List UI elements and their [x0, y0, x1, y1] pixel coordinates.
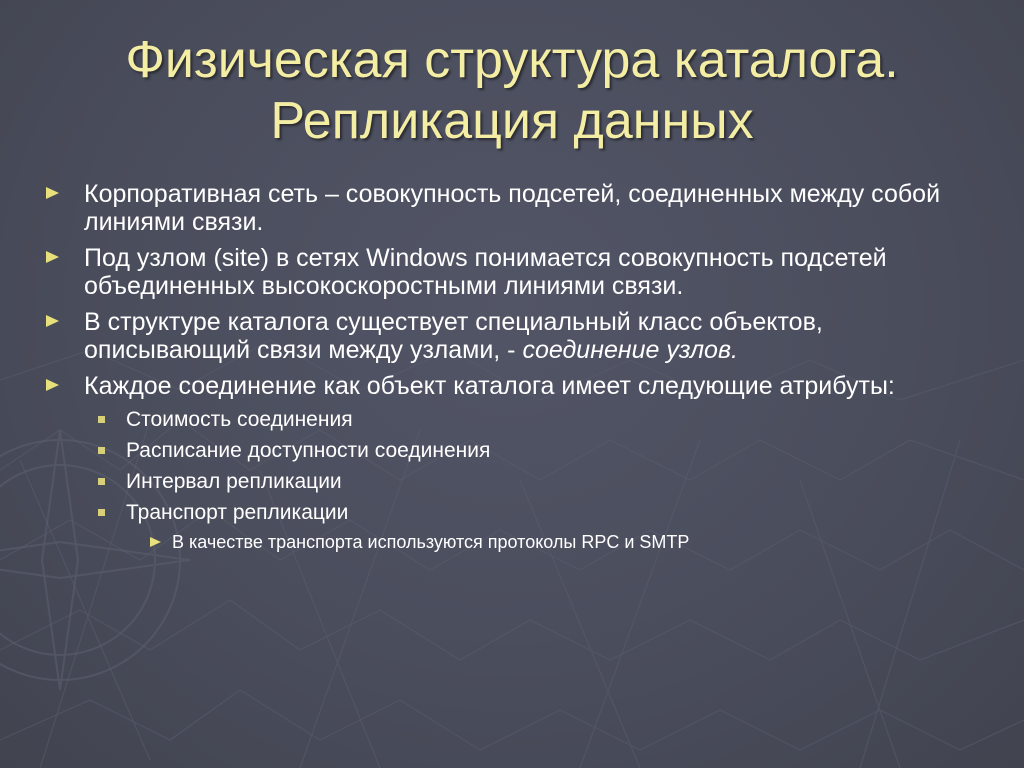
- square-bullet-icon: [98, 509, 105, 516]
- bullet-list: [46, 180, 986, 554]
- sub-bullet-text: Расписание доступности соединения: [126, 439, 491, 462]
- triangle-bullet-icon: [46, 379, 59, 391]
- square-bullet-icon: [98, 416, 105, 423]
- sub-bullet-text: Транспорт репликации: [126, 501, 349, 524]
- bullet-item: [46, 180, 986, 236]
- bullet-emphasis: соединение узлов.: [522, 336, 738, 364]
- triangle-bullet-icon: [46, 187, 59, 199]
- bullet-text: Корпоративная сеть – совокупность подсетей, соединенных между собой линиями связи.: [84, 180, 941, 236]
- title-line-2: Репликация данных: [270, 92, 754, 150]
- sub-sub-bullet-item: [46, 530, 986, 554]
- triangle-bullet-icon: [150, 537, 161, 547]
- sub-bullet-item: [46, 499, 986, 526]
- sub-sub-bullet-text: В качестве транспорта используются протоколы RPC и SMTP: [172, 532, 690, 552]
- bullet-text: В структуре каталога существует специальный класс объектов, описывающий связи между узлами, -: [84, 308, 823, 364]
- bullet-text: Под узлом (site) в сетях Windows понимается совокупность подсетей объединенных высокоскоростными линиями связи.: [84, 244, 887, 300]
- sub-bullet-text: Интервал репликации: [126, 470, 342, 493]
- sub-bullet-item: [46, 437, 986, 464]
- triangle-bullet-icon: [46, 315, 59, 327]
- sub-bullet-text: Стоимость соединения: [126, 408, 353, 431]
- bullet-item: [46, 308, 986, 364]
- square-bullet-icon: [98, 447, 105, 454]
- bullet-text: Каждое соединение как объект каталога имеет следующие атрибуты:: [84, 372, 895, 400]
- title-line-1: Физическая структура каталога.: [125, 31, 899, 89]
- sub-bullet-item: [46, 406, 986, 433]
- bullet-item: [46, 372, 986, 400]
- bullet-item: [46, 244, 986, 300]
- sub-bullet-item: [46, 468, 986, 495]
- triangle-bullet-icon: [46, 251, 59, 263]
- slide-title: [40, 30, 984, 152]
- square-bullet-icon: [98, 478, 105, 485]
